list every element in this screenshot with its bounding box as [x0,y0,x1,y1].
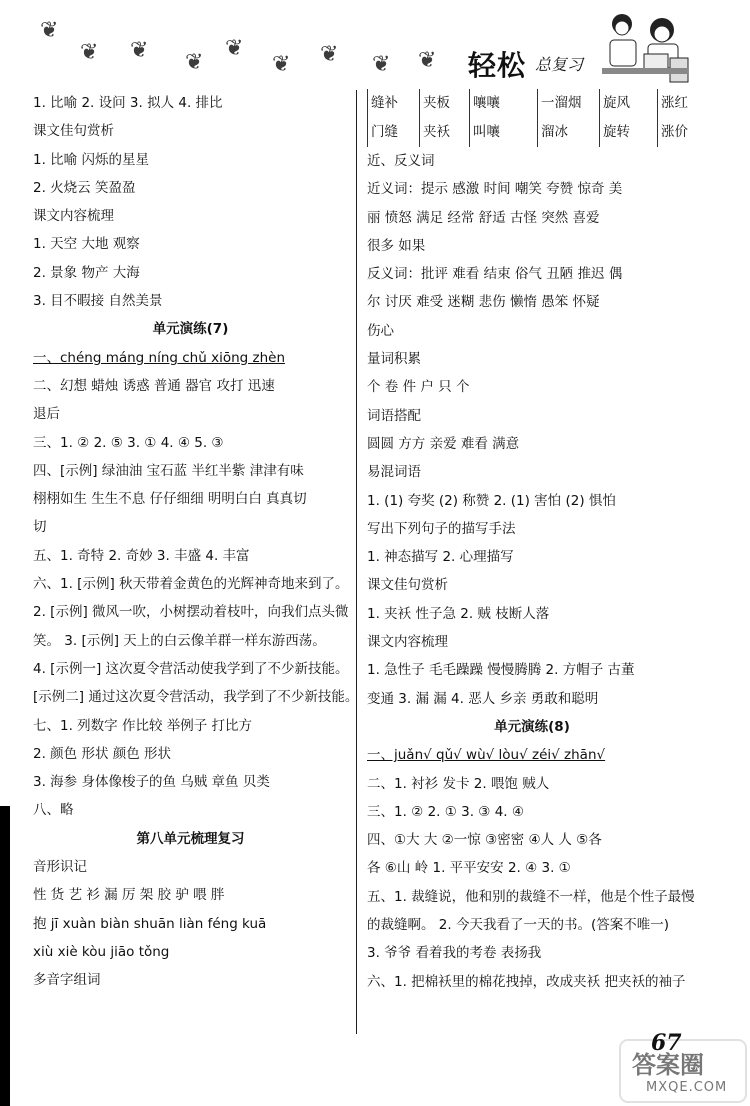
page-number: 67 [651,1030,682,1056]
grid-cell: 涨价 [657,118,717,147]
section-heading: 课文佳句赏析 [367,577,448,594]
answer-line: 三、1. ② 2. ① 3. ③ 4. ④ [367,803,524,820]
section-heading: 易混词语 [367,464,421,481]
answer-line: 圆圆 方方 亲爱 难看 满意 [367,435,520,452]
answer-line: 二、幻想 蜡烛 诱惑 普通 器官 攻打 迅速 [33,377,275,394]
leaf-icon: ❦ [130,38,149,63]
answer-line: 近义词：提示 感激 时间 嘲笑 夸赞 惊奇 美 [367,181,623,198]
answer-line: 三、1. ② 2. ⑤ 3. ① 4. ④ 5. ③ [33,434,224,451]
answer-line: 1. 急性子 毛毛躁躁 慢慢腾腾 2. 方帽子 古董 [367,662,635,679]
answer-line: 四、①大 大 ②一惊 ③密密 ④人 人 ⑤各 [367,832,602,849]
answer-line: 七、1. 列数字 作比较 举例子 打比方 [33,717,253,734]
leaf-icon: ❦ [320,42,339,67]
page-header [0,0,750,92]
answer-line: 3. 爷爷 看着我的考卷 表扬我 [367,945,542,962]
answer-line: 六、1. 把棉袄里的棉花拽掉，改成夹袄 把夹袄的袖子 [367,973,686,990]
answer-line: 2. 火烧云 笑盈盈 [33,179,136,196]
leaf-icon: ❦ [272,52,291,77]
brand-title: 轻松 [468,49,527,82]
answer-line: 1. 神态描写 2. 心理描写 [367,549,514,566]
leaf-icon: ❦ [185,50,204,75]
grid-cell: 缝补 [367,89,419,118]
brand-subtitle: 总复习 [535,55,584,74]
grid-cell: 叫嚷 [469,118,537,147]
grid-cell: 旋转 [599,118,657,147]
polyphone-word-grid [367,89,697,147]
answer-line: 3. 目不暇接 自然美景 [33,293,163,310]
leaf-icon: ❦ [80,40,99,65]
answer-line: 八、略 [33,802,74,819]
section-heading: 课文内容梳理 [33,208,114,225]
answer-line: 反义词：批评 难看 结束 俗气 丑陋 推迟 偶 [367,266,623,283]
section-heading: 量词积累 [367,351,421,368]
answer-line: xiù xiè kòu jiāo tǒng [33,943,170,960]
answer-line: 伤心 [367,322,394,339]
grid-cell: 嚷嚷 [469,89,537,118]
leaf-icon: ❦ [372,52,391,77]
grid-cell: 溜冰 [537,118,599,147]
answer-line: 丽 愤怒 满足 经常 舒适 古怪 突然 喜爱 [367,209,600,226]
section-heading: 词语搭配 [367,407,421,424]
answer-line: 2. 景象 物产 大海 [33,264,140,281]
answer-line: 切 [33,519,47,536]
watermark-url: MXQE.COM [646,1080,728,1095]
answer-line: 1. (1) 夸奖 (2) 称赞 2. (1) 害怕 (2) 惧怕 [367,492,616,509]
section-heading: 音形识记 [33,859,87,876]
answer-line: 很多 如果 [367,237,426,254]
unit-title: 第八单元梳理复习 [136,830,245,847]
answer-line: 性 货 艺 衫 漏 厉 架 胶 驴 喂 胖 [33,887,225,904]
leaf-icon: ❦ [40,18,59,43]
answer-line: 变通 3. 漏 漏 4. 恶人 乡亲 勇敢和聪明 [367,690,599,707]
answer-line: [示例二] 通过这次夏令营活动，我学到了不少新技能。 [33,689,359,706]
page-edge-bar [0,806,10,1106]
unit-title: 单元演练(7) [152,321,229,338]
answer-line: 栩栩如生 生生不息 仔仔细细 明明白白 真真切 [33,491,307,508]
answer-line: 2. [示例] 微风一吹，小树摆动着枝叶，向我们点头微 [33,604,349,621]
right-column [367,89,697,996]
watermark-text: 答案圈 [632,1051,704,1079]
section-heading: 课文佳句赏析 [33,123,114,140]
answer-line: 的裁缝啊。 2. 今天我看了一天的书。(答案不唯一) [367,917,669,934]
answer-line: 二、1. 衬衫 发卡 2. 喂饱 贼人 [367,775,550,792]
answer-line: 五、1. 奇特 2. 奇妙 3. 丰盛 4. 丰富 [33,547,250,564]
answer-line: 五、1. 裁缝说，他和别的裁缝不一样，他是个性子最慢 [367,888,695,905]
answer-line: 一、juǎn√ qǔ√ wù√ lòu√ zéi√ zhān√ [367,747,606,764]
answer-line: 1. 天空 大地 观察 [33,236,140,253]
answer-line: 尔 讨厌 难受 迷糊 悲伤 懒惰 愚笨 怀疑 [367,294,600,311]
leaf-icon: ❦ [418,48,437,73]
answer-line: 3. 海参 身体像梭子的鱼 乌贼 章鱼 贝类 [33,774,270,791]
section-heading: 写出下列句子的描写手法 [367,520,516,537]
answer-line: 2. 颜色 形状 颜色 形状 [33,745,172,762]
answer-line: 各 ⑥山 岭 1. 平平安安 2. ④ 3. ① [367,860,571,877]
answer-line: 六、1. [示例] 秋天带着金黄色的光辉神奇地来到了。 [33,576,349,593]
answer-line: 个 卷 件 户 只 个 [367,379,470,396]
answer-line: 笑。 3. [示例] 天上的白云像羊群一样东游西荡。 [33,632,326,649]
section-heading: 近、反义词 [367,153,435,169]
answer-line: 1. 比喻 2. 设问 3. 拟人 4. 排比 [33,95,223,111]
left-column [33,89,359,995]
section-heading: 课文内容梳理 [367,634,448,651]
answer-line: 1. 夹袄 性子急 2. 贼 枝断人落 [367,605,550,622]
answer-line: 4. [示例一] 这次夏令营活动使我学到了不少新技能。 [33,660,349,677]
answer-line: 四、[示例] 绿油油 宝石蓝 半红半紫 津津有味 [33,462,304,479]
grid-cell: 旋风 [599,89,657,118]
answer-line: 一、chéng máng níng chǔ xiōng zhèn [33,349,286,366]
grid-cell: 涨红 [657,89,717,118]
children-reading-icon [600,10,690,85]
grid-cell: 门缝 [367,118,419,147]
grid-cell: 夹板 [419,89,469,118]
grid-cell: 夹袄 [419,118,469,147]
section-heading: 多音字组词 [33,972,101,989]
answer-line: 退后 [33,406,60,423]
unit-title: 单元演练(8) [494,718,570,735]
answer-line: 抱 jī xuàn biàn shuān liàn féng kuā [33,915,267,932]
leaf-icon: ❦ [225,36,244,61]
answer-line: 1. 比喻 闪烁的星星 [33,151,149,168]
column-divider [356,90,357,1034]
grid-cell: 一溜烟 [537,89,599,118]
